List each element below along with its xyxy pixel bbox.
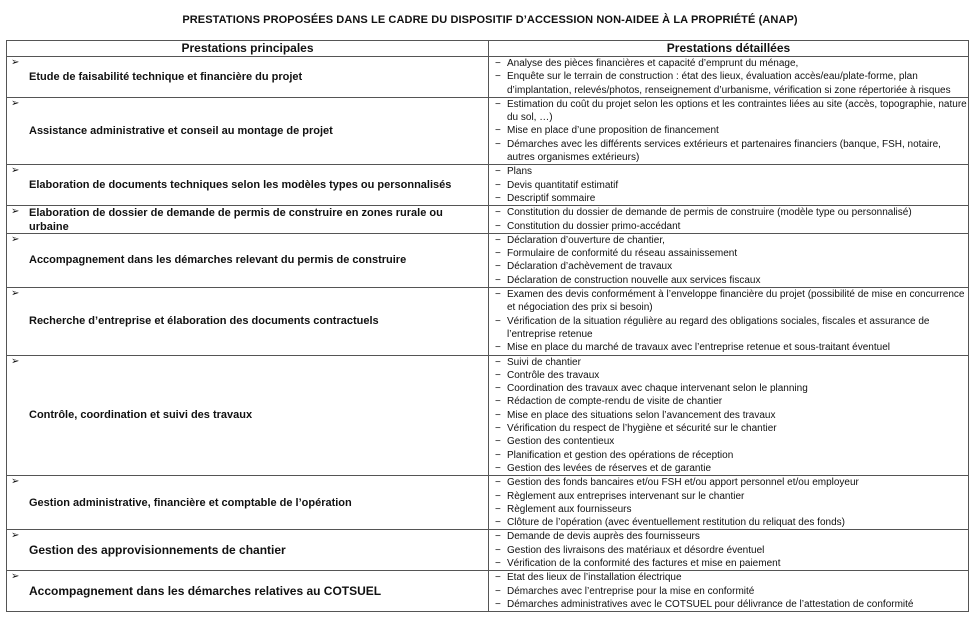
dash-bullet-icon: − <box>495 517 501 529</box>
detail-item <box>495 220 968 233</box>
detail-item-text: Descriptif sommaire <box>507 192 596 204</box>
detail-item <box>495 409 968 422</box>
principal-service-label: Etude de faisabilité technique et financière du projet <box>29 70 303 83</box>
page-title: PRESTATIONS PROPOSÉES DANS LE CADRE DU DISPOSITIF D’ACCESSION NON-AIDEE À LA PROPRIÉTÉ (ANAP) <box>182 14 798 26</box>
principal-service-cell <box>7 97 489 164</box>
principal-service-label: Elaboration de documents techniques selon les modèles types ou personnalisés <box>29 179 452 192</box>
detail-item-text: Gestion des levées de réserves et de garantie <box>507 462 712 474</box>
detail-item <box>495 516 968 529</box>
detail-item-text: Règlement aux fournisseurs <box>507 503 632 515</box>
dash-bullet-icon: − <box>495 423 501 435</box>
dash-bullet-icon: − <box>495 369 501 381</box>
detail-item-text: Contrôle des travaux <box>507 369 600 381</box>
dash-bullet-icon: − <box>495 409 501 421</box>
services-table <box>6 40 969 612</box>
detail-item <box>495 369 968 382</box>
detailed-services-cell <box>489 530 969 571</box>
detail-item-text: Gestion des fonds bancaires et/ou FSH et/ou apport personnel et/ou employeur <box>507 477 859 489</box>
arrow-bullet-icon: ➢ <box>11 57 20 68</box>
principal-service-cell <box>7 206 489 234</box>
dash-bullet-icon: − <box>495 274 501 286</box>
dash-bullet-icon: − <box>495 234 501 246</box>
arrow-bullet-icon: ➢ <box>11 206 20 218</box>
detail-item <box>495 288 968 315</box>
detail-item-text: Vérification du respect de l’hygiène et sécurité sur le chantier <box>507 423 777 435</box>
detail-item <box>495 247 968 260</box>
detail-item-text: Demande de devis auprès des fournisseurs <box>507 531 700 543</box>
dash-bullet-icon: − <box>495 503 501 515</box>
detail-item <box>495 356 968 369</box>
detail-item <box>495 462 968 475</box>
dash-bullet-icon: − <box>495 544 501 556</box>
dash-bullet-icon: − <box>495 531 501 543</box>
detailed-services-cell <box>489 476 969 530</box>
detail-item <box>495 557 968 570</box>
table-row <box>7 530 969 571</box>
detail-item-text: Constitution du dossier de demande de permis de construire (modèle type ou personnalisé) <box>507 207 912 219</box>
principal-service-label: Assistance administrative et conseil au montage de projet <box>29 125 333 138</box>
table-row <box>7 57 969 98</box>
detail-item-text: Mise en place du marché de travaux avec l’entreprise retenue et sous-traitant éventuel <box>507 342 890 354</box>
principal-service-label: Recherche d’entreprise et élaboration des documents contractuels <box>29 315 379 328</box>
dash-bullet-icon: − <box>495 192 501 204</box>
arrow-bullet-icon: ➢ <box>11 288 20 300</box>
arrow-bullet-icon: ➢ <box>11 355 20 367</box>
principal-service-label: Gestion des approvisionnements de chantier <box>29 543 286 558</box>
dash-bullet-icon: − <box>495 477 501 489</box>
dash-bullet-icon: − <box>495 289 501 301</box>
detailed-services-cell <box>489 57 969 98</box>
detail-item <box>495 274 968 287</box>
detail-item <box>495 382 968 395</box>
table-row <box>7 233 969 287</box>
dash-bullet-icon: − <box>495 315 501 327</box>
detail-item <box>495 315 968 342</box>
detail-item-text: Vérification de la conformité des factures et mise en paiement <box>507 557 781 569</box>
detailed-services-cell <box>489 97 969 164</box>
detail-item <box>495 165 968 178</box>
detail-item <box>495 422 968 435</box>
table-row <box>7 355 969 476</box>
detail-item <box>495 179 968 192</box>
dash-bullet-icon: − <box>495 462 501 474</box>
detail-item <box>495 124 968 137</box>
detail-item <box>495 571 968 584</box>
detail-item <box>495 192 968 205</box>
table-header-row <box>7 41 969 57</box>
dash-bullet-icon: − <box>495 396 501 408</box>
table-body <box>7 57 969 612</box>
dash-bullet-icon: − <box>495 436 501 448</box>
detail-item <box>495 138 968 165</box>
detailed-services-cell <box>489 288 969 355</box>
arrow-bullet-icon: ➢ <box>11 530 20 542</box>
detailed-services-cell <box>489 571 969 612</box>
principal-service-label: Elaboration de dossier de demande de permis de construire en zones rurale ou urbaine <box>29 206 443 233</box>
dash-bullet-icon: − <box>495 220 501 232</box>
detail-item-text: Mise en place des situations selon l’avancement des travaux <box>507 409 776 421</box>
detail-item-text: Déclaration de construction nouvelle aux services fiscaux <box>507 274 761 286</box>
detailed-services-cell <box>489 206 969 234</box>
principal-service-label: Accompagnement dans les démarches relevant du permis de construire <box>29 254 407 267</box>
dash-bullet-icon: − <box>495 71 501 83</box>
table-row <box>7 97 969 164</box>
detail-item <box>495 260 968 273</box>
dash-bullet-icon: − <box>495 572 501 584</box>
arrow-bullet-icon: ➢ <box>11 97 20 109</box>
dash-bullet-icon: − <box>495 490 501 502</box>
table-row <box>7 165 969 206</box>
detail-item-text: Clôture de l’opération (avec éventuellement restitution du reliquat des fonds) <box>507 517 845 529</box>
principal-service-label: Accompagnement dans les démarches relatives au COTSUEL <box>29 584 382 599</box>
dash-bullet-icon: − <box>495 58 501 69</box>
detail-item-text: Planification et gestion des opérations de réception <box>507 449 734 461</box>
arrow-bullet-icon: ➢ <box>11 233 20 245</box>
arrow-bullet-icon: ➢ <box>11 165 20 177</box>
dash-bullet-icon: − <box>495 166 501 178</box>
dash-bullet-icon: − <box>495 125 501 137</box>
dash-bullet-icon: − <box>495 449 501 461</box>
detail-item-text: Suivi de chantier <box>507 356 581 368</box>
detail-item-text: Constitution du dossier primo-accédant <box>507 220 681 232</box>
dash-bullet-icon: − <box>495 138 501 150</box>
detail-item-text: Démarches avec l’entreprise pour la mise en conformité <box>507 585 755 597</box>
principal-service-cell <box>7 355 489 476</box>
dash-bullet-icon: − <box>495 179 501 191</box>
dash-bullet-icon: − <box>495 248 501 260</box>
table-row <box>7 571 969 612</box>
detail-item-text: Déclaration d’ouverture de chantier, <box>507 234 665 246</box>
dash-bullet-icon: − <box>495 598 501 610</box>
detail-item-text: Devis quantitatif estimatif <box>507 179 619 191</box>
detail-item-text: Gestion des contentieux <box>507 436 615 448</box>
detail-item <box>495 234 968 247</box>
principal-service-cell <box>7 530 489 571</box>
detail-item-text: Etat des lieux de l’installation électrique <box>507 572 682 584</box>
detail-item-text: Coordination des travaux avec chaque intervenant selon le planning <box>507 383 808 395</box>
detail-item <box>495 503 968 516</box>
detail-item <box>495 435 968 448</box>
dash-bullet-icon: − <box>495 585 501 597</box>
detail-item <box>495 395 968 408</box>
detail-item <box>495 98 968 125</box>
detailed-services-cell <box>489 355 969 476</box>
detail-item <box>495 57 968 70</box>
detail-item <box>495 585 968 598</box>
detailed-services-cell <box>489 165 969 206</box>
detail-item-text: Démarches administratives avec le COTSUEL pour délivrance de l’attestation de conformité <box>507 598 914 610</box>
dash-bullet-icon: − <box>495 356 501 368</box>
detail-item-text: Vérification de la situation régulière au regard des obligations sociales, fiscales et assurance de l’entreprise retenue <box>507 315 930 340</box>
detail-item <box>495 490 968 503</box>
principal-service-cell <box>7 57 489 98</box>
detail-item <box>495 530 968 543</box>
principal-service-cell <box>7 165 489 206</box>
detail-item-text: Enquête sur le terrain de construction : état des lieux, évaluation accès/eau/plate-forme, plan d’implantation, relevés/photos, renseignement d’urbanisme, vérification si zone répertoriée à risques <box>507 71 951 96</box>
detail-item-text: Estimation du coût du projet selon les options et les contraintes liées au site (accès, topographie, nature du sol, …) <box>507 98 967 124</box>
detail-item-text: Déclaration d’achèvement de travaux <box>507 261 673 273</box>
principal-service-cell <box>7 288 489 355</box>
principal-service-cell <box>7 571 489 612</box>
table-row <box>7 288 969 355</box>
detail-item <box>495 206 968 219</box>
detail-item-text: Analyse des pièces financières et capacité d’emprunt du ménage, <box>507 58 799 69</box>
detail-item-text: Examen des devis conformément à l’enveloppe financière du projet (possibilité de mise en concurrence et négociation des prix si besoin) <box>507 289 965 314</box>
table-row <box>7 476 969 530</box>
dash-bullet-icon: − <box>495 383 501 395</box>
header-detailed: Prestations détaillées <box>489 41 969 57</box>
detailed-services-cell <box>489 233 969 287</box>
dash-bullet-icon: − <box>495 98 501 110</box>
principal-service-label: Gestion administrative, financière et comptable de l’opération <box>29 496 352 509</box>
detail-item <box>495 476 968 489</box>
detail-item-text: Mise en place d’une proposition de financement <box>507 125 719 137</box>
arrow-bullet-icon: ➢ <box>11 476 20 488</box>
table-row <box>7 206 969 234</box>
arrow-bullet-icon: ➢ <box>11 571 20 583</box>
detail-item <box>495 70 968 97</box>
detail-item <box>495 544 968 557</box>
detail-item-text: Gestion des livraisons des matériaux et désordre éventuel <box>507 544 765 556</box>
detail-item-text: Plans <box>507 166 533 178</box>
detail-item-text: Rédaction de compte-rendu de visite de chantier <box>507 396 723 408</box>
principal-service-label: Contrôle, coordination et suivi des travaux <box>29 409 253 422</box>
detail-item-text: Règlement aux entreprises intervenant sur le chantier <box>507 490 745 502</box>
principal-service-cell <box>7 476 489 530</box>
dash-bullet-icon: − <box>495 342 501 354</box>
detail-item <box>495 598 968 611</box>
dash-bullet-icon: − <box>495 557 501 569</box>
detail-item-text: Démarches avec les différents services extérieurs et partenaires financiers (banque, FSH, notaire, autres organismes extérieurs) <box>507 138 941 164</box>
dash-bullet-icon: − <box>495 261 501 273</box>
detail-item-text: Formulaire de conformité du réseau assainissement <box>507 248 738 260</box>
header-principal: Prestations principales <box>7 41 489 57</box>
principal-service-cell <box>7 233 489 287</box>
dash-bullet-icon: − <box>495 207 501 219</box>
detail-item <box>495 341 968 354</box>
detail-item <box>495 449 968 462</box>
